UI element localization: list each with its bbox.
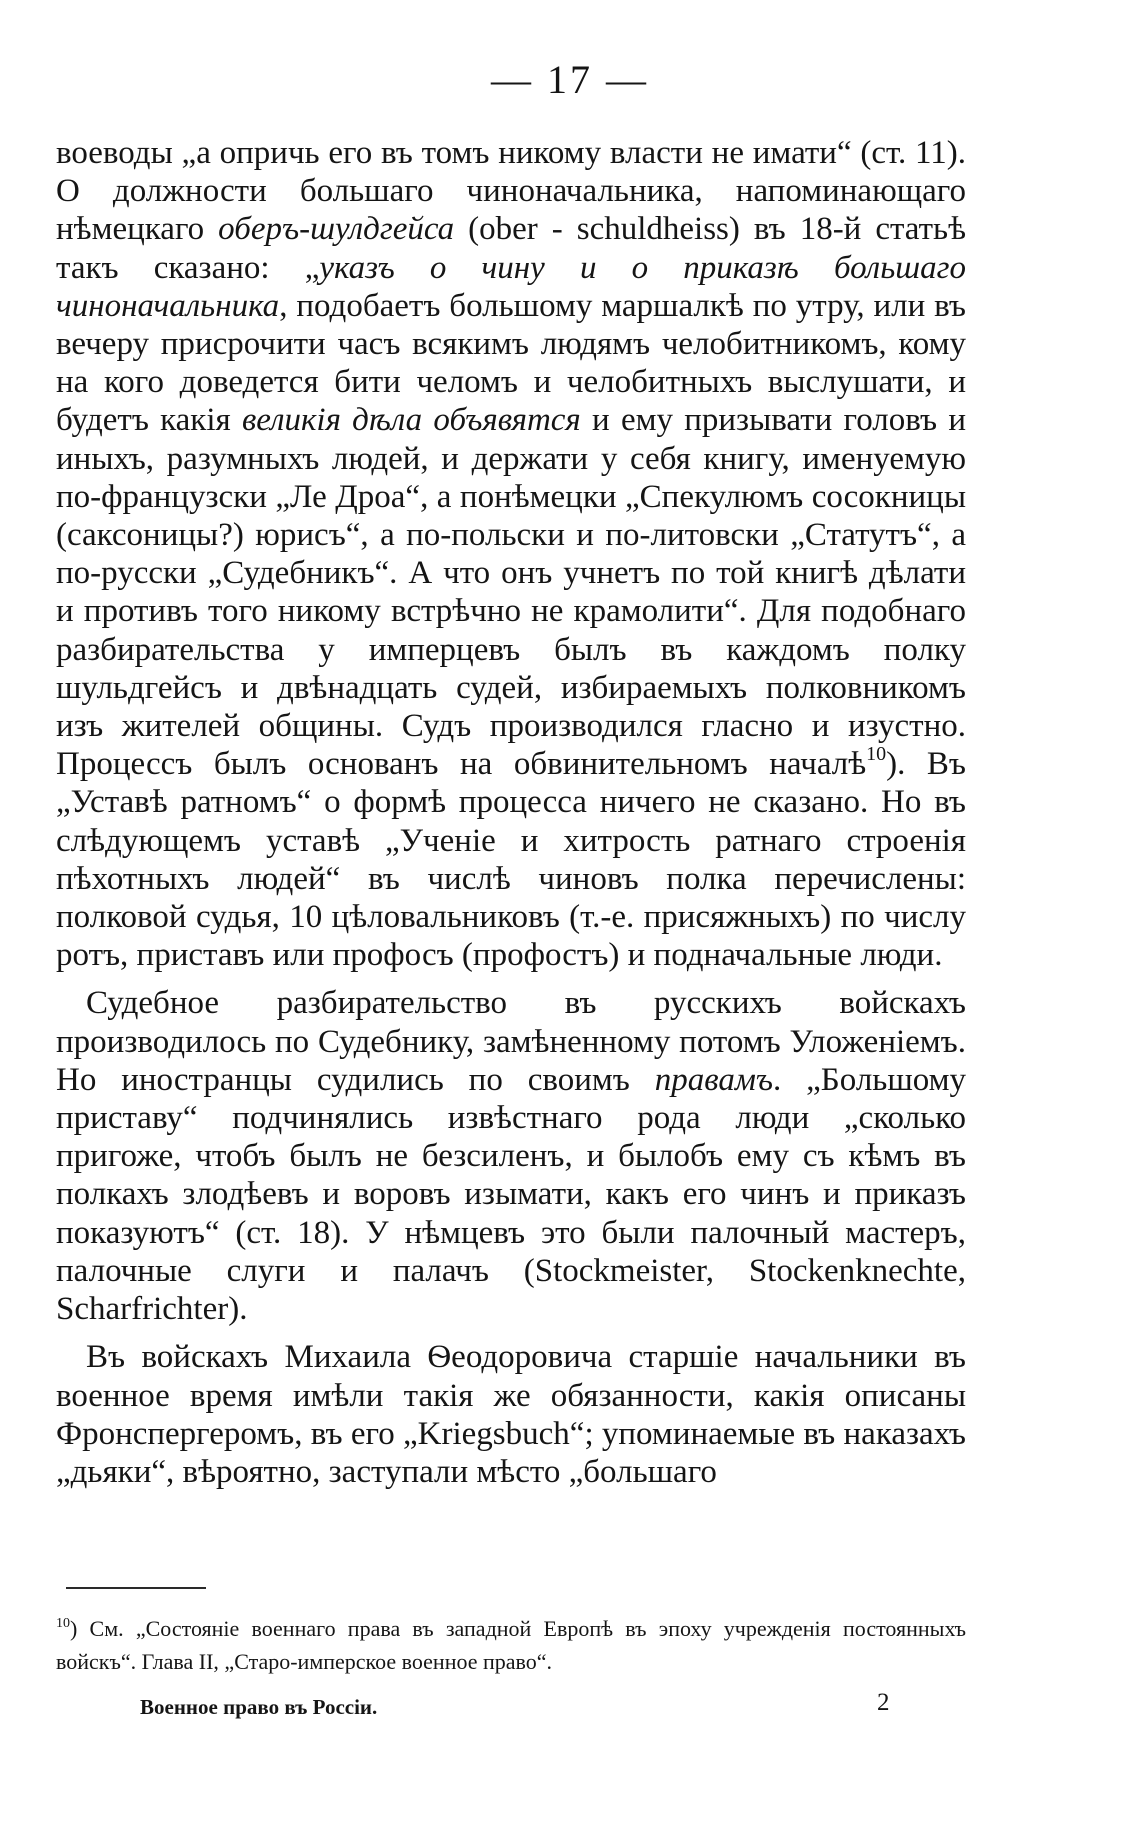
footnote-text: ) См. „Состояніе военнаго права въ западной Европѣ въ эпоху учрежденія постоянныхъ войскъ“. Глава II, „Старо-имперское военное право“. xyxy=(56,1616,966,1674)
italic-phrase: правамъ xyxy=(654,1061,774,1098)
text-run: и ему призывати головъ и иныхъ, разумныхъ людей, и держати у себя книгу, именуемую по-французски „Ле Дроа“, а понѣмецки „Спекулюмъ сосокницы (саксоницы?) юрисъ“, а по-польски и по-литовски „Статутъ“, а по-русски „Судебникъ“. А что онъ учнетъ по той книгѣ дѣлати и противъ того никому встрѣчно не крамолити“. Для подобнаго разбирательства у имперцевъ былъ въ каждомъ полку шульдгейсъ и двѣнадцать судей, избираемыхъ полковникомъ изъ жителей общины. Судъ производился гласно и изустно. Процессъ былъ основанъ на обвинительномъ началѣ xyxy=(56,402,966,783)
paragraph xyxy=(56,134,966,974)
paragraph xyxy=(56,1338,966,1491)
footnote-mark: 10 xyxy=(56,1616,70,1631)
footnote xyxy=(56,1612,966,1678)
paragraph xyxy=(56,984,966,1328)
text-run: Судебное разбирательство въ русскихъ войскахъ производилось по Судебнику, замѣненному потомъ Уложеніемъ. Но иностранцы судились по своимъ xyxy=(56,985,966,1098)
footnote-divider xyxy=(66,1587,206,1589)
sheet-number: 2 xyxy=(877,1689,890,1716)
footnote-reference[interactable]: 10 xyxy=(866,743,887,766)
page-number: — 17 — xyxy=(491,57,649,102)
italic-phrase: указъ о чину и о приказѣ большаго чиноначальника xyxy=(56,249,966,324)
text-run: , подобаетъ большому маршалкѣ по утру, или въ вечеру присрочити часъ всякимъ людямъ челобитникомъ, кому на кого доведется бити челомъ и челобитныхъ выслушати, и будетъ какія xyxy=(56,287,966,439)
body-text xyxy=(56,134,966,1491)
sheet-signature: Военное право въ Россіи. xyxy=(140,1695,378,1719)
text-run: воеводы „а опричь его въ томъ никому власти не имати“ (ст. 11). О должности большаго чиноначальника, напоминающаго нѣмецкаго xyxy=(56,135,966,248)
italic-phrase: великія дѣла объявятся xyxy=(241,402,581,439)
text-run: ). Въ „Уставѣ ратномъ“ о формѣ процесса ничего не сказано. Но въ слѣдующемъ уставѣ „Ученіе и хитрость ратнаго строенія пѣхотныхъ людей“ въ числѣ чиновъ полка перечислены: полковой судья, 10 цѣловальниковъ (т.-е. присяжныхъ) по числу ротъ, приставъ или профосъ (профостъ) и подначальные люди. xyxy=(56,746,966,974)
italic-phrase: оберъ-шулдгейса xyxy=(218,211,455,248)
text-run: (ober - schuldheiss) въ 18-й статьѣ такъ сказано: „ xyxy=(56,211,966,286)
text-run: Въ войскахъ Михаила Ѳеодоровича старшіе начальники въ военное время имѣли такія же обязанности, какія описаны Фронспергеромъ, въ его „Kriegsbuch“; упоминаемые въ наказахъ „дьяки“, вѣроятно, заступали мѣсто „большаго xyxy=(56,1339,966,1490)
text-run: . „Большому приставу“ подчинялись извѣстнаго рода люди „сколько пригоже, чтобъ былъ не безсиленъ, и былобъ ему съ кѣмъ въ полкахъ злодѣевъ и воровъ изымати, какъ его чинъ и приказъ показуютъ“ (ст. 18). У нѣмцевъ это были палочный мастеръ, палочные слуги и палачъ (Stockmeister, Stockenknechte, Scharfrichter). xyxy=(56,1061,966,1328)
